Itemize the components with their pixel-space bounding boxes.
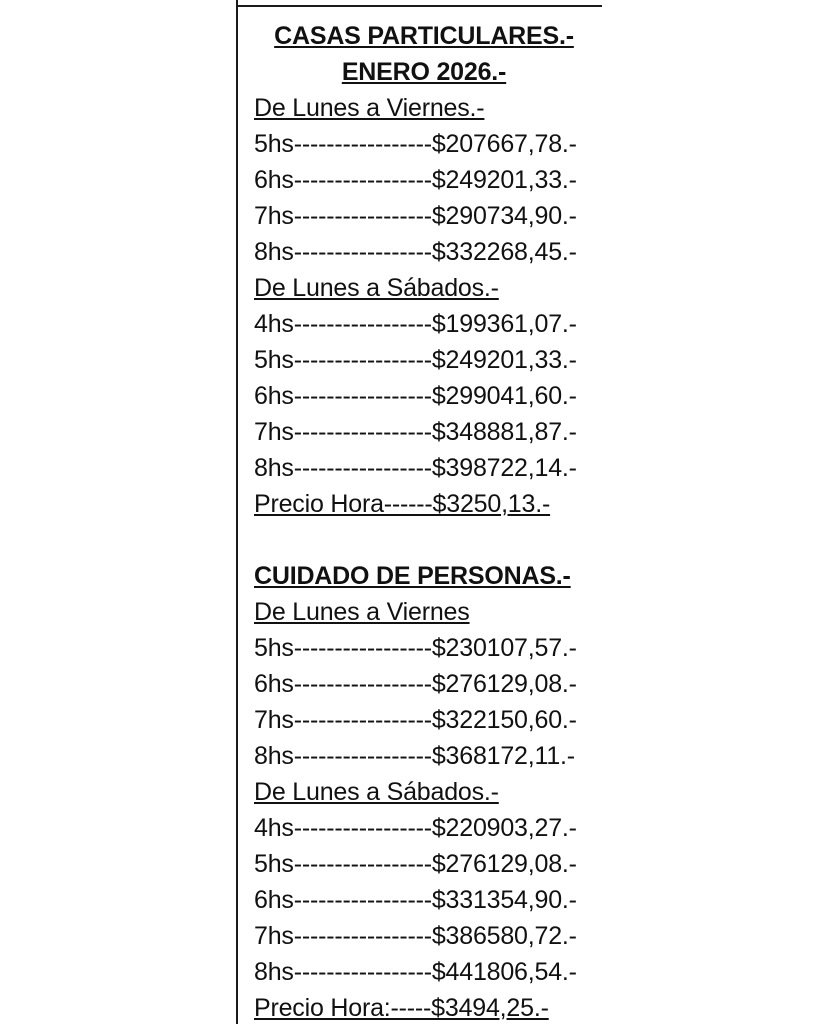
casas-ls-row: 7hs-----------------$348881,87.-	[254, 418, 577, 446]
cuidado-ls-row: 8hs-----------------$441806,54.-	[254, 958, 577, 986]
price-list	[254, 18, 614, 1026]
section-spacer	[254, 522, 614, 558]
cuidado-lv-row: 5hs-----------------$230107,57.-	[254, 634, 577, 662]
casas-lunes-viernes-heading: De Lunes a Viernes.-	[254, 94, 485, 122]
cuidado-lv-row: 6hs-----------------$276129,08.-	[254, 670, 577, 698]
casas-ls-row: 4hs-----------------$199361,07.-	[254, 310, 577, 338]
casas-ls-row: 6hs-----------------$299041,60.-	[254, 382, 577, 410]
cuidado-ls-row: 5hs-----------------$276129,08.-	[254, 850, 577, 878]
cuidado-ls-row: 6hs-----------------$331354,90.-	[254, 886, 577, 914]
casas-lv-row: 7hs-----------------$290734,90.-	[254, 202, 577, 230]
cuidado-lv-row: 7hs-----------------$322150,60.-	[254, 706, 577, 734]
cuidado-ls-row: 7hs-----------------$386580,72.-	[254, 922, 577, 950]
cuidado-lunes-sabados-heading: De Lunes a Sábados.-	[254, 778, 499, 806]
cuidado-heading: CUIDADO DE PERSONAS.-	[254, 562, 571, 590]
document-date: ENERO 2026.-	[341, 58, 507, 86]
casas-lv-row: 5hs-----------------$207667,78.-	[254, 130, 577, 158]
cuidado-precio-hora: Precio Hora:-----$3494,25.-	[254, 994, 549, 1022]
casas-ls-row: 8hs-----------------$398722,14.-	[254, 454, 577, 482]
top-border-line	[236, 5, 602, 7]
casas-lv-row: 8hs-----------------$332268,45.-	[254, 238, 577, 266]
cuidado-lunes-viernes-heading: De Lunes a Viernes	[254, 598, 470, 626]
left-border-line	[236, 0, 238, 1024]
cuidado-lv-row: 8hs-----------------$368172,11.-	[254, 742, 575, 770]
casas-lunes-sabados-heading: De Lunes a Sábados.-	[254, 274, 499, 302]
casas-precio-hora: Precio Hora------$3250,13.-	[254, 490, 551, 518]
document-title: CASAS PARTICULARES.-	[274, 22, 574, 50]
cuidado-ls-row: 4hs-----------------$220903,27.-	[254, 814, 577, 842]
casas-lv-row: 6hs-----------------$249201,33.-	[254, 166, 577, 194]
casas-ls-row: 5hs-----------------$249201,33.-	[254, 346, 577, 374]
